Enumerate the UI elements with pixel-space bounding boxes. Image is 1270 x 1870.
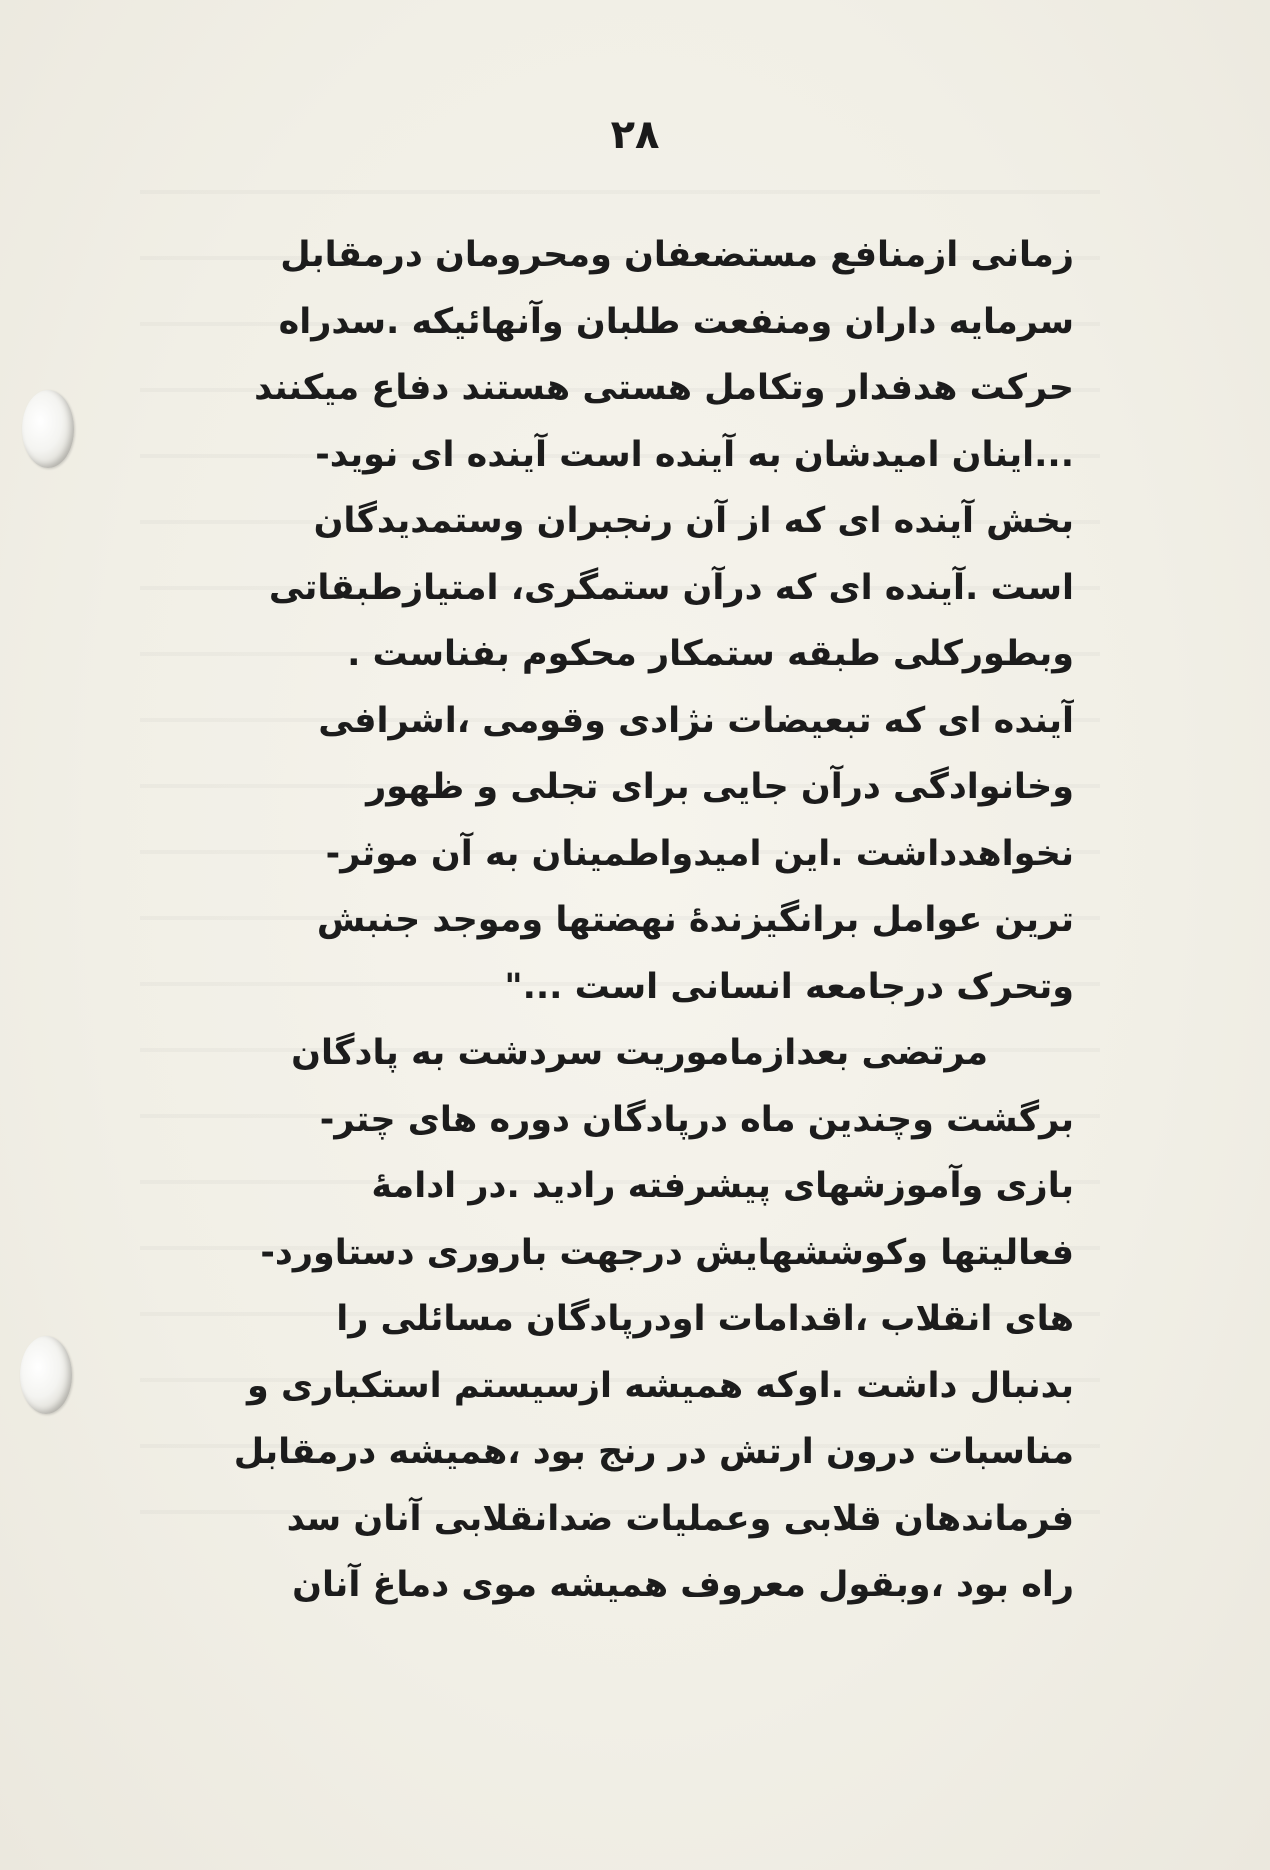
text-line: ...اینان امیدشان به آینده است آینده ای نوید-	[315, 434, 1074, 475]
text-line: فعالیتها وکوششهایش درجهت باروری دستاورد-	[260, 1232, 1074, 1273]
binder-hole-bottom	[20, 1336, 72, 1414]
text-line: بخش آینده ای که از آن رنجبران وستمدیدگان	[313, 501, 1074, 541]
text-line: بازی وآموزشهای پیشرفته رادید .در ادامهٔ	[371, 1166, 1074, 1206]
text-line: راه بود ،وبقول معروف همیشه موی دماغ آنان	[292, 1565, 1074, 1605]
text-line: است .آینده ای که درآن ستمگری، امتیازطبقاتی	[268, 567, 1074, 608]
body-text	[108, 222, 1074, 1619]
binder-hole-top	[22, 390, 74, 468]
text-line: نخواهدداشت .این امیدواطمینان به آن موثر-	[325, 833, 1074, 874]
text-line: آینده ای که تبعیضات نژادی وقومی ،اشرافی	[318, 700, 1074, 741]
text-line: حرکت هدفدار وتکامل هستی هستند دفاع میکنند	[254, 368, 1074, 408]
text-line: های انقلاب ،اقدامات اودرپادگان مسائلی را	[336, 1299, 1074, 1339]
text-line: وتحرک درجامعه انسانی است ..."	[504, 966, 1074, 1007]
text-line: برگشت وچندین ماه درپادگان دوره های چتر-	[319, 1099, 1074, 1140]
paragraph-start-line: مرتضی بعدازماموریت سردشت به پادگان	[291, 1033, 988, 1073]
text-line: فرماندهان قلابی وعملیات ضدانقلابی آنان سد	[286, 1498, 1074, 1539]
page-number: ۲۸	[610, 112, 660, 158]
text-line: سرمایه داران ومنفعت طلبان وآنهائیکه .سدراه	[278, 301, 1074, 342]
text-line: ترین عوامل برانگیزندهٔ نهضتها وموجد جنبش	[316, 900, 1074, 940]
text-line: وبطورکلی طبقه ستمکار محکوم بفناست .	[347, 634, 1074, 674]
text-line: وخانوادگی درآن جایی برای تجلی و ظهور	[366, 767, 1074, 807]
text-line: زمانی ازمنافع مستضعفان ومحرومان درمقابل	[280, 235, 1074, 275]
text-line: بدنبال داشت .اوکه همیشه ازسیستم استکباری و	[247, 1365, 1074, 1406]
text-line: مناسبات درون ارتش در رنج بود ،همیشه درمقابل	[233, 1432, 1074, 1472]
